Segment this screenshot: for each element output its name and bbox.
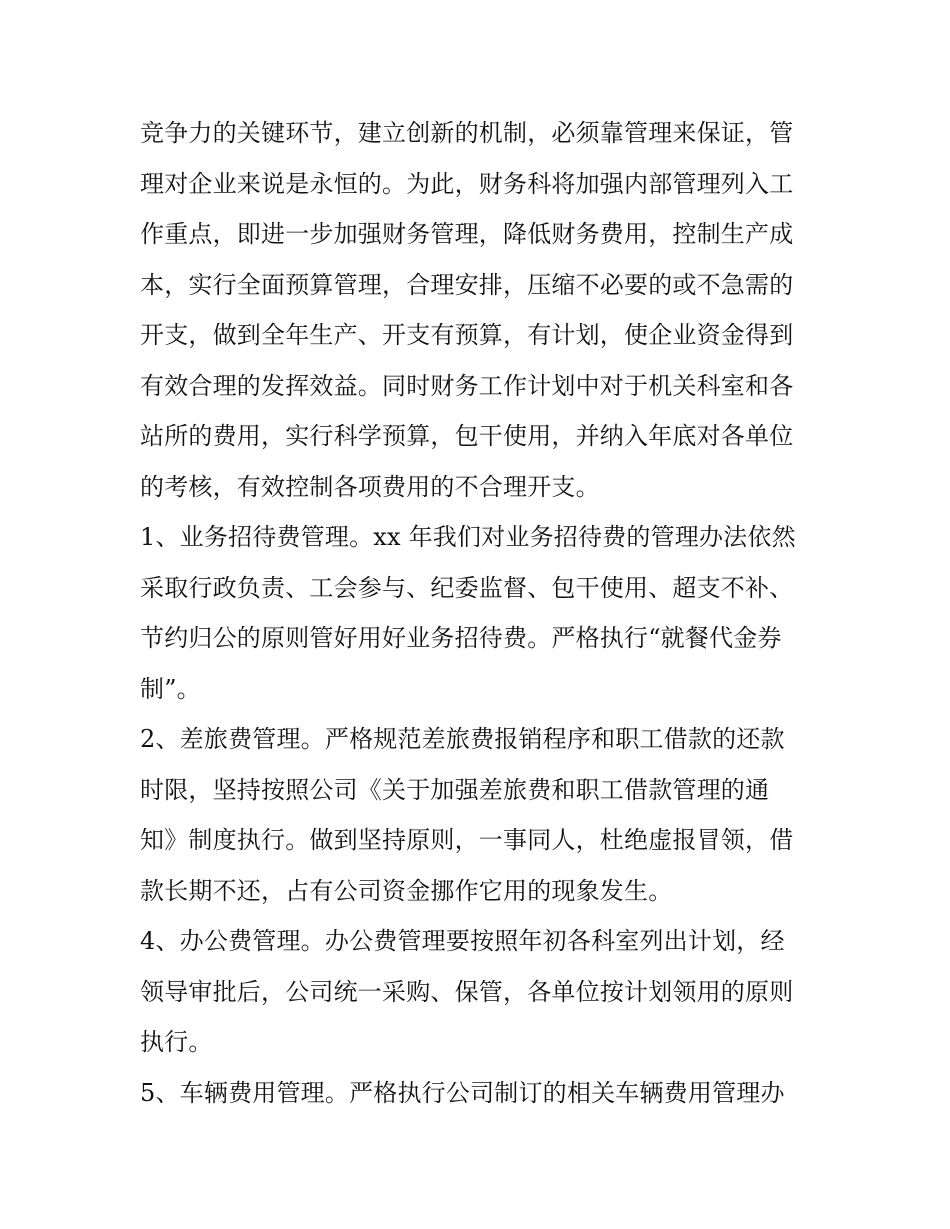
text-line: 的考核，有效控制各项费用的不合理开支。 <box>140 472 600 501</box>
text-line: 制”。 <box>140 674 201 703</box>
text-line: 款长期不还，占有公司资金挪作它用的现象发生。 <box>140 876 673 905</box>
text-line: 时限，坚持按照公司《关于加强差旅费和职工借款管理的通 <box>140 775 770 804</box>
document-body <box>140 108 820 1118</box>
text-line: 5、车辆费用管理。严格执行公司制订的相关车辆费用管理办 <box>140 1078 785 1107</box>
text-line: 有效合理的发挥效益。同时财务工作计划中对于机关科室和各 <box>140 371 794 400</box>
text-line: 节约归公的原则管好用好业务招待费。严格执行“就餐代金券 <box>140 624 782 652</box>
text-line: 站所的费用，实行科学预算，包干使用，并纳入年底对各单位 <box>140 422 794 450</box>
paragraph-intro <box>140 108 820 512</box>
paragraph-item-1 <box>140 512 820 714</box>
paragraph-item-5 <box>140 1068 820 1119</box>
text-line: 本，实行全面预算管理，合理安排，压缩不必要的或不急需的 <box>140 270 794 299</box>
text-line: 开支，做到全年生产、开支有预算，有计划，使企业资金得到 <box>140 321 794 349</box>
paragraph-item-2 <box>140 714 820 916</box>
text-line: 1、业务招待费管理。xx 年我们对业务招待费的管理办法依然 <box>140 523 796 551</box>
text-line: 执行。 <box>140 1028 213 1056</box>
text-line: 理对企业来说是永恒的。为此，财务科将加强内部管理列入工 <box>140 169 794 198</box>
text-line: 采取行政负责、工会参与、纪委监督、包干使用、超支不补、 <box>140 573 794 602</box>
text-line: 4、办公费管理。办公费管理要按照年初各科室列出计划，经 <box>140 927 785 955</box>
text-line: 竞争力的关键环节，建立创新的机制，必须靠管理来保证，管 <box>140 119 794 147</box>
paragraph-item-4 <box>140 916 820 1068</box>
text-line: 知》制度执行。做到坚持原则，一事同人，杜绝虚报冒领，借 <box>140 826 794 854</box>
text-line: 作重点，即进一步加强财务管理，降低财务费用，控制生产成 <box>140 220 794 248</box>
text-line: 领导审批后，公司统一采购、保管，各单位按计划领用的原则 <box>140 977 794 1006</box>
text-line: 2、差旅费管理。严格规范差旅费报销程序和职工借款的还款 <box>140 725 785 753</box>
